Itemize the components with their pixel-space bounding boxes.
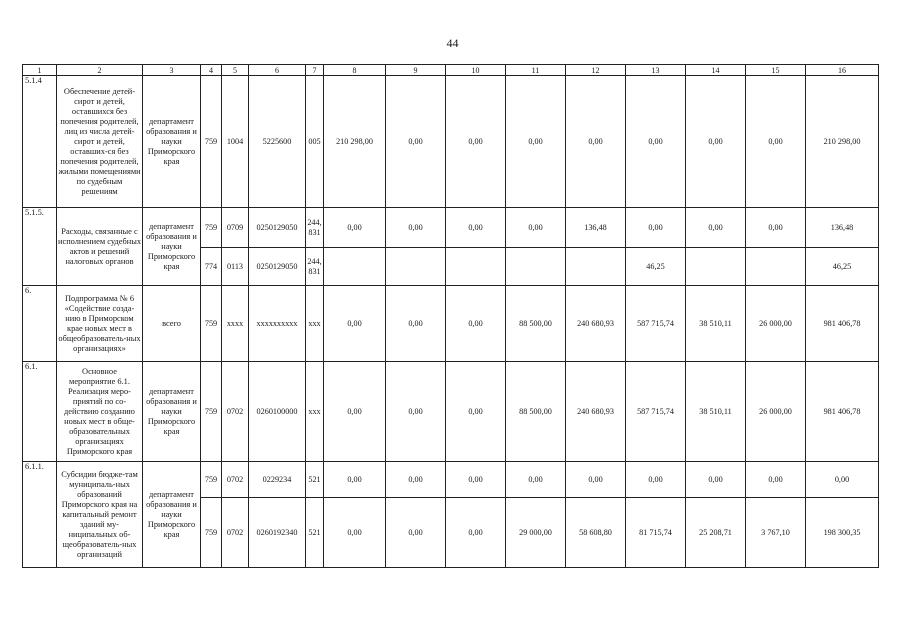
header-cell: 10: [446, 65, 506, 76]
cell: 46,25: [626, 248, 686, 286]
header-cell: 5: [222, 65, 249, 76]
cell: 0702: [222, 462, 249, 498]
cell: 240 680,93: [566, 286, 626, 362]
header-cell: 15: [746, 65, 806, 76]
cell: [324, 248, 386, 286]
cell: 981 406,78: [806, 362, 879, 462]
header-cell: 4: [201, 65, 222, 76]
cell: [566, 248, 626, 286]
row-executor: департамент образования и науки Приморского края: [143, 208, 201, 286]
cell: 0113: [222, 248, 249, 286]
row-index: 6.1.1.: [23, 462, 57, 568]
cell: 88 500,00: [506, 286, 566, 362]
cell: 0,00: [746, 76, 806, 208]
header-cell: 13: [626, 65, 686, 76]
cell: 0,00: [626, 76, 686, 208]
header-row: [23, 65, 879, 76]
row-name: Субсидии бюдже-там муниципаль-ных образований Приморского края на капитальный ремонт зданий му-ниципальных об-щеобразователь-ных организаций: [57, 462, 143, 568]
cell: 0,00: [324, 362, 386, 462]
row-executor: департамент образования и науки Приморского края: [143, 76, 201, 208]
cell: ххх: [306, 286, 324, 362]
cell: 0,00: [626, 462, 686, 498]
cell: 0260192340: [249, 498, 306, 568]
header-cell: 8: [324, 65, 386, 76]
budget-table: [22, 64, 879, 568]
cell: 29 000,00: [506, 498, 566, 568]
cell: 244, 831: [306, 208, 324, 248]
cell: 0229234: [249, 462, 306, 498]
cell: 0,00: [324, 462, 386, 498]
row-name: Обеспечение детей-сирот и детей, оставшихся без попечения родителей, лиц из числа детей-сирот и детей, оставших-ся без попечения родителей, жилыми помещениями по судебным решениям: [57, 76, 143, 208]
cell: 1004: [222, 76, 249, 208]
cell: 26 000,00: [746, 362, 806, 462]
table-row: [23, 76, 879, 208]
cell: 759: [201, 498, 222, 568]
cell: 81 715,74: [626, 498, 686, 568]
cell: 0,00: [324, 208, 386, 248]
cell: 0702: [222, 362, 249, 462]
cell: [446, 248, 506, 286]
row-name: Подпрограмма № 6 «Содействие созда-нию в Приморском крае новых мест в общеобразователь-ных организациях»: [57, 286, 143, 362]
table-row: [23, 208, 879, 248]
cell: 0,00: [386, 76, 446, 208]
cell: 0,00: [446, 498, 506, 568]
cell: 0,00: [386, 498, 446, 568]
cell: 5225600: [249, 76, 306, 208]
cell: 0,00: [506, 208, 566, 248]
cell: 198 300,35: [806, 498, 879, 568]
header-cell: 2: [57, 65, 143, 76]
cell: 38 510,11: [686, 362, 746, 462]
cell: [686, 248, 746, 286]
cell: 759: [201, 462, 222, 498]
cell: 759: [201, 208, 222, 248]
cell: 136,48: [566, 208, 626, 248]
cell: 759: [201, 286, 222, 362]
cell: 0,00: [386, 462, 446, 498]
cell: 38 510,11: [686, 286, 746, 362]
cell: 774: [201, 248, 222, 286]
cell: 0,00: [686, 208, 746, 248]
cell: 0,00: [324, 286, 386, 362]
cell: 0,00: [446, 362, 506, 462]
cell: 759: [201, 76, 222, 208]
row-executor: департамент образования и науки Приморского края: [143, 362, 201, 462]
cell: 0,00: [506, 76, 566, 208]
row-index: 5.1.4: [23, 76, 57, 208]
cell: 46,25: [806, 248, 879, 286]
header-cell: 3: [143, 65, 201, 76]
cell: 0,00: [566, 462, 626, 498]
cell: 0260100000: [249, 362, 306, 462]
cell: 0709: [222, 208, 249, 248]
cell: 25 208,71: [686, 498, 746, 568]
header-cell: 11: [506, 65, 566, 76]
cell: 759: [201, 362, 222, 462]
cell: 0,00: [324, 498, 386, 568]
table-row: [23, 362, 879, 462]
cell: 244, 831: [306, 248, 324, 286]
cell: 240 680,93: [566, 362, 626, 462]
table-row: [23, 286, 879, 362]
cell: 3 767,10: [746, 498, 806, 568]
table-row: [23, 462, 879, 498]
row-executor: департамент образования и науки Приморского края: [143, 462, 201, 568]
cell: 0,00: [446, 462, 506, 498]
header-cell: 14: [686, 65, 746, 76]
row-name: Расходы, связанные с исполнением судебных актов и решений налоговых органов: [57, 208, 143, 286]
cell: 0,00: [686, 76, 746, 208]
cell: 0,00: [566, 76, 626, 208]
cell: 0,00: [686, 462, 746, 498]
cell: 0,00: [446, 76, 506, 208]
cell: 0,00: [626, 208, 686, 248]
header-cell: 12: [566, 65, 626, 76]
cell: 587 715,74: [626, 362, 686, 462]
cell: 210 298,00: [806, 76, 879, 208]
row-index: 6.1.: [23, 362, 57, 462]
cell: 0,00: [386, 286, 446, 362]
cell: 0,00: [446, 208, 506, 248]
cell: ххх: [306, 362, 324, 462]
header-cell: 1: [23, 65, 57, 76]
cell: [746, 248, 806, 286]
cell: 0,00: [806, 462, 879, 498]
page-number: 44: [446, 36, 459, 50]
cell: хххх: [222, 286, 249, 362]
cell: 0,00: [386, 362, 446, 462]
cell: 58 608,80: [566, 498, 626, 568]
row-index: 5.1.5.: [23, 208, 57, 286]
cell: 521: [306, 462, 324, 498]
row-index: 6.: [23, 286, 57, 362]
cell: [386, 248, 446, 286]
header-cell: 9: [386, 65, 446, 76]
cell: хххххххххх: [249, 286, 306, 362]
cell: 0,00: [386, 208, 446, 248]
cell: 0,00: [446, 286, 506, 362]
cell: 210 298,00: [324, 76, 386, 208]
header-cell: 7: [306, 65, 324, 76]
cell: 0250129050: [249, 208, 306, 248]
cell: 521: [306, 498, 324, 568]
header-cell: 6: [249, 65, 306, 76]
header-cell: 16: [806, 65, 879, 76]
cell: 587 715,74: [626, 286, 686, 362]
cell: [506, 248, 566, 286]
cell: 005: [306, 76, 324, 208]
cell: 26 000,00: [746, 286, 806, 362]
cell: 0,00: [746, 462, 806, 498]
cell: 0,00: [506, 462, 566, 498]
cell: 136,48: [806, 208, 879, 248]
cell: 0250129050: [249, 248, 306, 286]
row-name: Основное мероприятие 6.1. Реализация меро-приятий по со-действию созданию новых мест в обще-образовательных организациях Приморского края: [57, 362, 143, 462]
cell: 88 500,00: [506, 362, 566, 462]
cell: 0702: [222, 498, 249, 568]
cell: 0,00: [746, 208, 806, 248]
cell: 981 406,78: [806, 286, 879, 362]
row-executor: всего: [143, 286, 201, 362]
